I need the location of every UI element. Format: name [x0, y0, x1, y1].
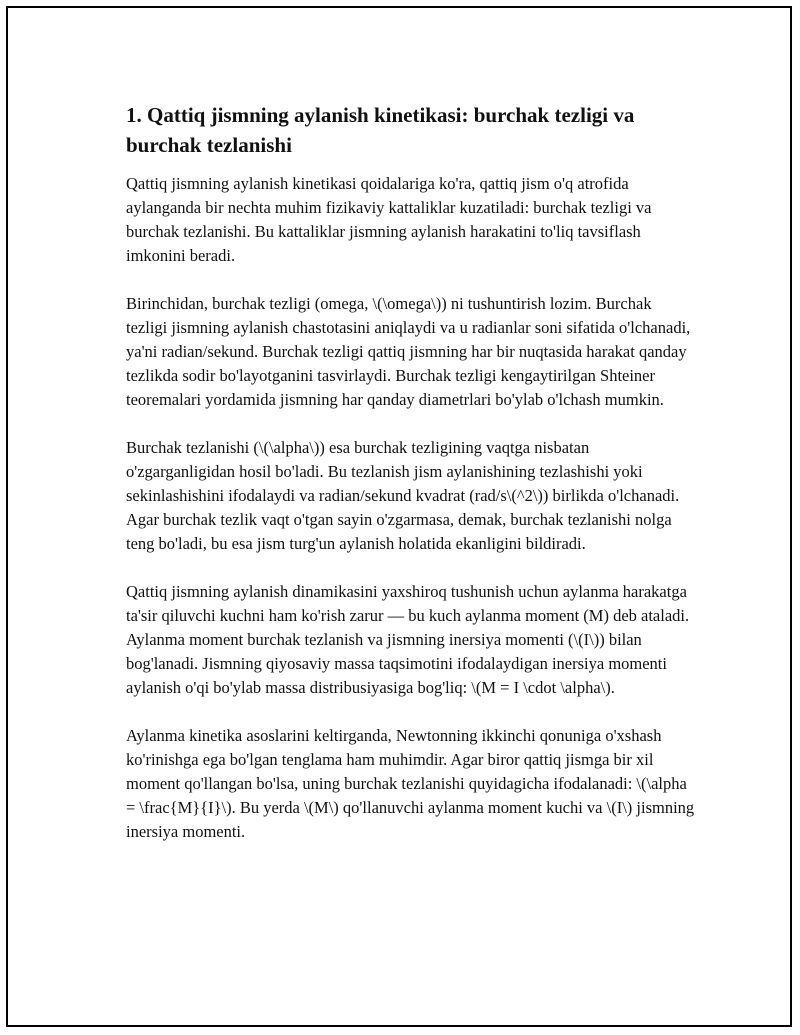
- paragraph-intro: Qattiq jismning aylanish kinetikasi qoidalariga ko'ra, qattiq jism o'q atrofida aylanganda bir nechta muhim fizikaviy kattaliklar kuzatiladi: burchak tezligi va burchak tezlanishi. Bu kattaliklar jismning aylanish harakatini to'liq tavsiflash imkonini beradi.: [126, 174, 652, 265]
- paragraph-angular-velocity: Birinchidan, burchak tezligi (omega, \(\omega\)) ni tushuntirish lozim. Burchak tezligi jismning aylanish chastotasini aniqlaydi va u radianlar soni sifatida o'lchanadi, ya'ni radian/sekund. Burchak tezligi qattiq jismning har bir nuqtasida harakat qanday tezlikda sodir bo'layotganini tasvirlaydi. Burchak tezligi kengaytirilgan Shteiner teoremalari yordamida jismning har qanday diametrlari bo'ylab o'lchash mumkin.: [126, 294, 691, 409]
- paragraph-angular-acceleration: Burchak tezlanishi (\(\alpha\)) esa burchak tezligining vaqtga nisbatan o'zgarganligidan hosil bo'ladi. Bu tezlanish jism aylanishining tezlashishi yoki sekinlashishini ifodalaydi va radian/sekund kvadrat (rad/s\(^2\)) birlikda o'lchanadi. Agar burchak tezlik vaqt o'tgan sayin o'zgarmasa, demak, burchak tezlanishi nolga teng bo'ladi, bu esa jism turg'un aylanish holatida ekanligini bildiradi.: [126, 438, 680, 553]
- paragraph-torque: Qattiq jismning aylanish dinamikasini yaxshiroq tushunish uchun aylanma harakatga ta'sir qiluvchi kuchni ham ko'rish zarur — bu kuch aylanma moment (M) deb ataladi. Aylanma moment burchak tezlanish va jismning inersiya momenti (\(I\)) bilan bog'lanadi. Jismning qiyosaviy massa taqsimotini ifodalaydigan inersiya momenti aylanish o'qi bo'ylab massa distribusiyasiga bog'liq: \(M = I \cdot \alpha\).: [126, 582, 690, 697]
- paragraph-newton-analogy: Aylanma kinetika asoslarini keltirganda, Newtonning ikkinchi qonuniga o'xshash ko'rinishga ega bo'lgan tenglama ham muhimdir. Agar biror qattiq jismga bir xil moment qo'llangan bo'lsa, uning burchak tezlanishi quyidagicha ifodalanadi: \(\alpha = \frac{M}{I}\). Bu yerda \(M\) qo'llanuvchi aylanma moment kuchi va \(I\) jismning inersiya momenti.: [126, 726, 695, 841]
- document-body: [126, 100, 696, 868]
- page-frame: [6, 6, 792, 1027]
- section-heading: 1. Qattiq jismning aylanish kinetikasi: burchak tezligi va burchak tezlanishi: [126, 103, 635, 157]
